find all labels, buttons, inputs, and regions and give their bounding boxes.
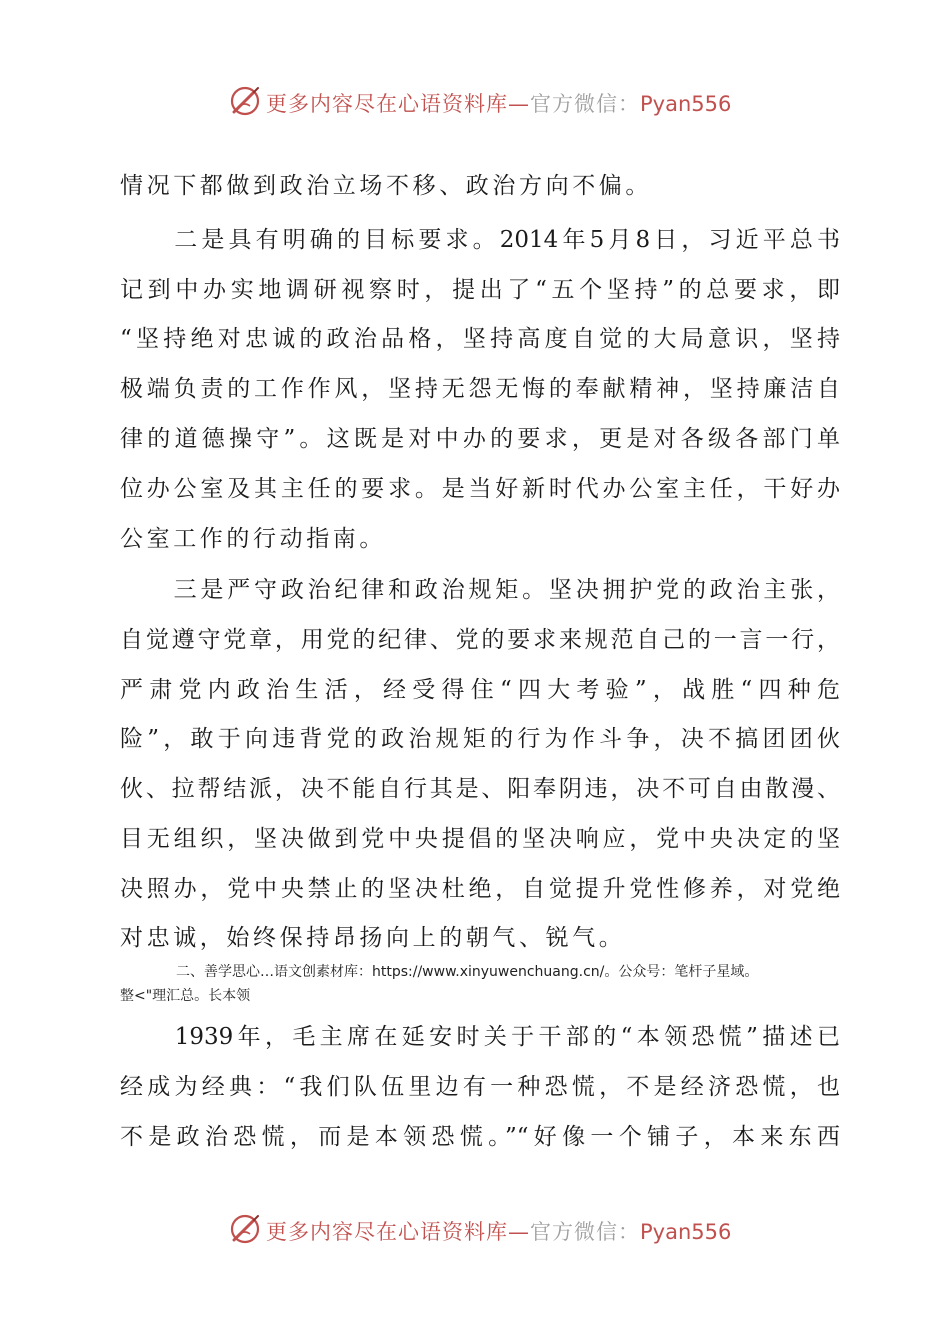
footer-banner-main: 更多内容尽在心语资料库: [266, 1220, 508, 1244]
header-banner-dash: —: [508, 92, 530, 116]
header-banner-main: 更多内容尽在心语资料库: [266, 92, 508, 116]
paragraph-line: 记到中办实地调研视察时，提出了“五个坚持”的总要求，即: [120, 277, 840, 303]
footer-banner: [0, 1210, 950, 1250]
paragraph-line: 自觉遵守党章，用党的纪律、党的要求来规范自己的一言一行，: [120, 627, 840, 653]
paragraph-line: 决照办，党中央禁止的坚决杜绝，自觉提升党性修养，对党绝: [120, 876, 840, 902]
header-banner: [0, 82, 950, 122]
footer-banner-dash: —: [508, 1220, 530, 1244]
paragraph-line: 三是严守政治纪律和政治规矩。坚决拥护党的政治主张，: [120, 577, 840, 603]
header-banner-text: [266, 88, 731, 118]
header-banner-id: Pyan556: [640, 92, 732, 116]
paragraph-line: 极端负责的工作作风，坚持无怨无悔的奉献精神，坚持廉洁自: [120, 376, 840, 402]
paragraph-line: 险”，敢于向违背党的政治规矩的行为作斗争，决不搞团团伙: [120, 726, 840, 752]
paragraph-line: 二是具有明确的目标要求。2014年5月8日，习近平总书: [120, 227, 840, 253]
paragraph-line: 目无组织，坚决做到党中央提倡的坚决响应，党中央决定的坚: [120, 826, 840, 852]
paragraph-line: 律的道德操守”。这既是对中办的要求，更是对各级各部门单: [120, 426, 840, 452]
footer-banner-text: [266, 1216, 731, 1246]
paragraph-line: 位办公室及其主任的要求。是当好新时代办公室主任，干好办: [120, 476, 840, 502]
footer-banner-label: 官方微信：: [530, 1220, 640, 1244]
paragraph-line: 经成为经典：“我们队伍里边有一种恐慌，不是经济恐慌，也: [120, 1074, 840, 1100]
paragraph-line: 对忠诚，始终保持昂扬向上的朝气、锐气。: [120, 925, 626, 951]
paragraph-line: 不是政治恐慌，而是本领恐慌。”“好像一个铺子，本来东西: [120, 1124, 840, 1150]
paragraph-line: “坚持绝对忠诚的政治品格，坚持高度自觉的大局意识，坚持: [120, 326, 840, 352]
paragraph-line: 伙、拉帮结派，决不能自行其是、阳奉阴违，决不可自由散漫、: [120, 776, 840, 802]
pen-logo-icon: [228, 1212, 262, 1246]
inserted-note-line-2: 整<"理汇总。长本领: [120, 988, 251, 1004]
header-banner-label: 官方微信：: [530, 92, 640, 116]
paragraph-line: 严肃党内政治生活，经受得住“四大考验”，战胜“四种危: [120, 677, 840, 703]
footer-banner-id: Pyan556: [640, 1220, 732, 1244]
inserted-note-line-1: 二、善学思心…语文创素材库：https://www.xinyuwenchuang.cn/。公众号：笔杆子星域。: [120, 964, 759, 980]
paragraph-line: 情况下都做到政治立场不移、政治方向不偏。: [120, 173, 652, 199]
pen-logo-icon: [228, 84, 262, 118]
paragraph-line: 公室工作的行动指南。: [120, 526, 386, 552]
paragraph-line: 1939年，毛主席在延安时关于干部的“本领恐慌”描述已: [120, 1024, 840, 1050]
